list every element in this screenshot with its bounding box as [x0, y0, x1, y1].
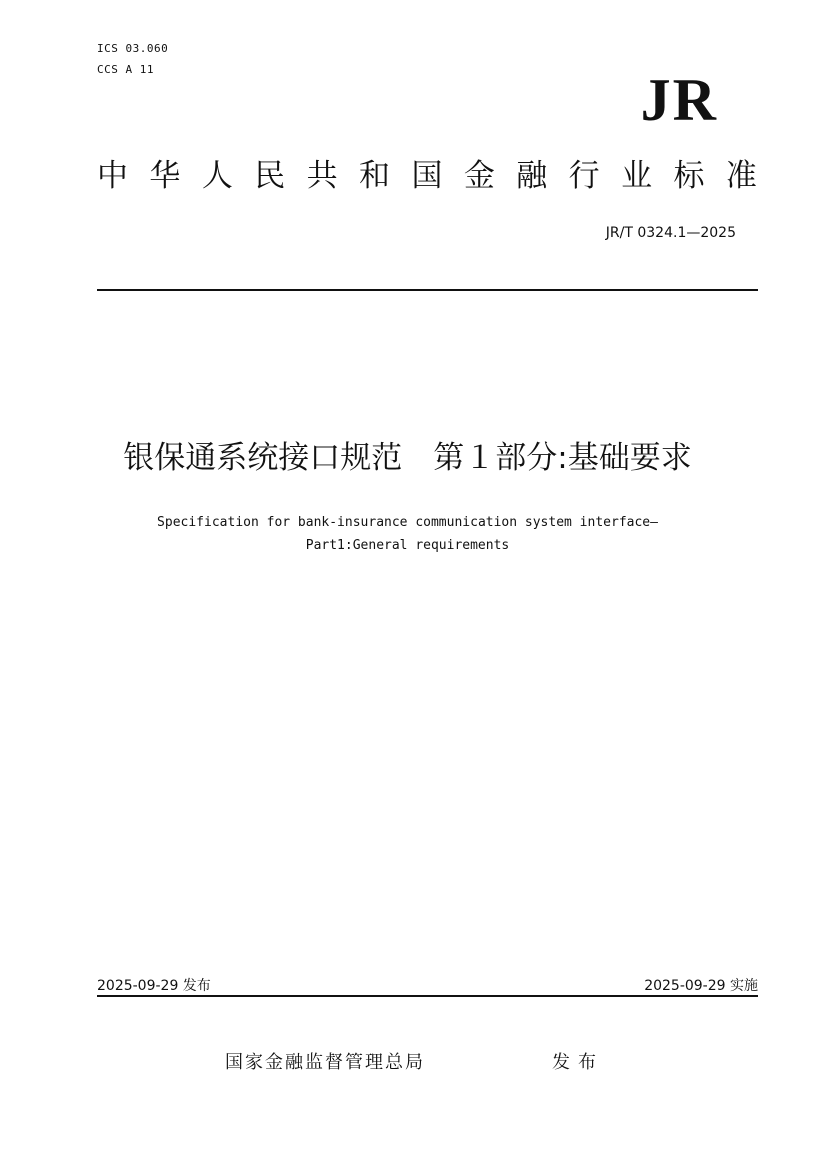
category-char: 金: [463, 158, 495, 194]
standard-category: [97, 158, 757, 195]
title-en-line1: Specification for bank-insurance communication system interface—: [157, 515, 658, 530]
bottom-divider: [97, 995, 758, 997]
standard-code: JR/T 0324.1—2025: [605, 225, 736, 241]
issue-label: 发布: [552, 1052, 604, 1073]
category-char: 融: [516, 158, 548, 194]
top-divider: [97, 289, 758, 291]
implement-date: 2025-09-29 实施: [644, 978, 758, 994]
ics-code: ICS 03.060: [97, 42, 169, 55]
document-title-en: [0, 511, 815, 557]
category-char: 华: [149, 158, 181, 194]
category-char: 共: [306, 158, 338, 194]
category-char: 业: [621, 158, 653, 194]
category-char: 民: [254, 158, 286, 194]
issuing-authority: 国家金融监督管理总局: [225, 1052, 425, 1073]
ccs-code: CCS A 11: [97, 63, 154, 76]
category-char: 国: [411, 158, 443, 194]
publish-date: 2025-09-29 发布: [97, 978, 211, 994]
category-char: 和: [359, 158, 391, 194]
category-char: 中: [97, 158, 128, 194]
category-char: 标: [673, 158, 705, 194]
document-title-cn: 银保通系统接口规范 第１部分:基础要求: [123, 440, 692, 476]
jr-logo: JR: [640, 67, 718, 133]
category-char: 人: [201, 158, 233, 194]
category-char: 行: [568, 158, 600, 194]
title-en-line2: Part1:General requirements: [305, 538, 510, 553]
category-char: 准: [725, 158, 757, 194]
